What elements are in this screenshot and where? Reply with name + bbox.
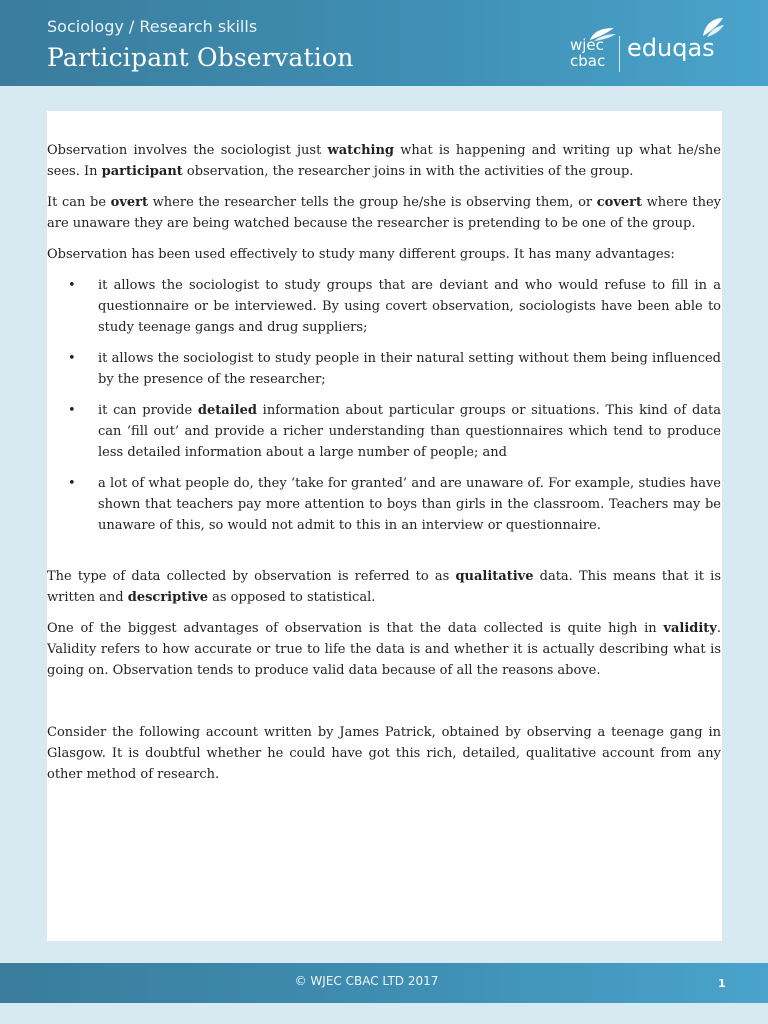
bold-term: detailed bbox=[197, 403, 257, 418]
logo-wjec-text: wjec bbox=[570, 36, 604, 54]
advantages-list bbox=[47, 275, 721, 536]
paragraph-advantages-intro: Observation has been used effectively to study many different groups. It has many advantages: bbox=[47, 247, 675, 262]
bullet-icon: • bbox=[68, 403, 76, 418]
bullet-icon: • bbox=[68, 476, 76, 491]
page-footer bbox=[0, 963, 768, 1003]
page-number: 1 bbox=[718, 977, 726, 990]
document-page bbox=[47, 111, 722, 941]
list-item: • it allows the sociologist to study groups that are deviant and who would refuse to fill in a questionnaire or be interviewed. By using covert observation, sociologists have been able to study teenage gangs and drug suppliers; bbox=[47, 275, 721, 338]
logo-eduqas-text: eduqas bbox=[627, 34, 715, 62]
bold-term: qualitative bbox=[455, 569, 534, 584]
bold-term: covert bbox=[596, 195, 642, 210]
bullet-icon: • bbox=[68, 278, 76, 293]
logo-divider bbox=[619, 36, 620, 72]
bold-term: participant bbox=[101, 164, 183, 179]
paragraph-observation-intro: Observation involves the sociologist just watching what is happening and writing up what he/she sees. In participant observation, the researcher joins in with the activities of the group. bbox=[47, 143, 721, 179]
bullet-icon: • bbox=[68, 351, 76, 366]
bold-term: validity bbox=[663, 621, 717, 636]
paragraph-james-patrick: Consider the following account written by James Patrick, obtained by observing a teenage gang in Glasgow. It is doubtful whether he could have got this rich, detailed, qualitative account from any other method of research. bbox=[47, 725, 721, 782]
copyright-text: © WJEC CBAC LTD 2017 bbox=[294, 974, 439, 988]
document-body bbox=[47, 140, 721, 795]
page-title: Participant Observation bbox=[47, 43, 354, 72]
logo-cbac-text: cbac bbox=[570, 52, 606, 70]
list-item: • it can provide detailed information about particular groups or situations. This kind of data can ‘fill out’ and provide a richer understanding than questionnaires which tend to produce less detailed information about a large number of people; and bbox=[47, 400, 721, 463]
page-header bbox=[0, 0, 768, 86]
bold-term: overt bbox=[110, 195, 149, 210]
list-item: • it allows the sociologist to study people in their natural setting without them being influenced by the presence of the researcher; bbox=[47, 348, 721, 390]
bold-term: watching bbox=[327, 143, 394, 158]
list-item: • a lot of what people do, they ‘take for granted’ and are unaware of. For example, studies have shown that teachers pay more attention to boys than girls in the classroom. Teachers may be unaware of this, so would not admit to this in an interview or questionnaire. bbox=[47, 473, 721, 536]
paragraph-overt-covert: It can be overt where the researcher tells the group he/she is observing them, or covert where they are unaware they are being watched because the researcher is pretending to be one of the group. bbox=[47, 195, 721, 231]
breadcrumb: Sociology / Research skills bbox=[47, 17, 258, 36]
bold-term: descriptive bbox=[127, 590, 208, 605]
wjec-eduqas-logo bbox=[566, 16, 726, 78]
paragraph-qualitative: The type of data collected by observation is referred to as qualitative data. This means that it is written and descriptive as opposed to statistical. bbox=[47, 569, 721, 605]
paragraph-validity: One of the biggest advantages of observation is that the data collected is quite high in validity. Validity refers to how accurate or true to life the data is and whether it is actually describing what is going on. Observation tends to produce valid data because of all the reasons above. bbox=[47, 621, 721, 678]
